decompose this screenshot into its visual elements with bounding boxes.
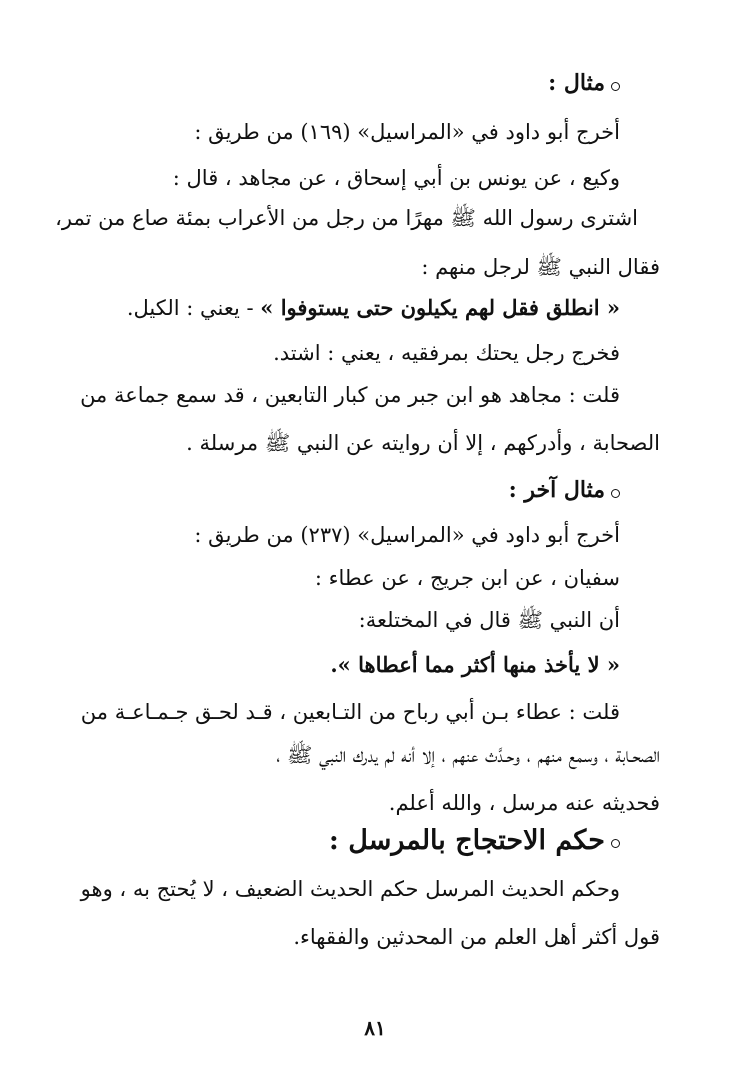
text-line-6: فخرج رجل يحتك بمرفقيه ، يعني : اشتد.: [273, 341, 620, 365]
text-line-5-rest: - يعني : الكيل.: [126, 296, 254, 320]
text-line-16: وحكم الحديث المرسل حكم الحديث الضعيف ، لا يُحتج به ، وهو: [80, 877, 620, 901]
another-example-heading-text: مثال آخر :: [508, 477, 605, 503]
bullet-icon: [611, 839, 620, 848]
ruling-heading: [329, 826, 620, 856]
text-line-13: قلت : عطاء بـن أبي رباح من التـابعين ، قـد لحـق جـمـاعـة من: [80, 700, 620, 724]
text-line-5: [127, 293, 620, 323]
example-heading-text: مثال :: [548, 70, 605, 96]
ruling-heading-text: حكم الاحتجاج بالمرسل :: [328, 825, 605, 856]
text-line-1: أخرج أبو داود في «المراسيل» (١٦٩) من طريق :: [194, 120, 620, 144]
another-example-heading: [509, 475, 620, 505]
text-line-4: فقال النبي ﷺ لرجل منهم :: [421, 255, 660, 279]
text-line-2: وكيع ، عن يونس بن أبي إسحاق ، عن مجاهد ، قال :: [172, 166, 620, 190]
page-number: ٨١: [364, 1016, 386, 1040]
hadith-quote-2: « لا يأخذ منها أكثر مما أعطاها ».: [330, 652, 620, 677]
hadith-quote-1: « انطلق فقل لهم يكيلون حتى يستوفوا »: [260, 295, 620, 320]
bullet-icon: [611, 489, 620, 498]
text-line-7: قلت : مجاهد هو ابن جبر من كبار التابعين ، قد سمع جماعة من: [80, 383, 620, 407]
text-line-10: سفيان ، عن ابن جريج ، عن عطاء :: [314, 566, 620, 590]
text-line-14: الصحـابة ، وسمع منهم ، وحـدَّث عنهم ، إلا أنه لم يدرك النبي ﷺ ،: [276, 743, 660, 767]
text-line-3: اشترى رسول الله ﷺ مهرًا من رجل من الأعراب بمئة صاع من تمر،: [55, 206, 638, 230]
text-line-11: أن النبي ﷺ قال في المختلعة:: [358, 608, 620, 632]
text-line-9: أخرج أبو داود في «المراسيل» (٢٣٧) من طريق :: [194, 523, 620, 547]
text-line-15: فحديثه عنه مرسل ، والله أعلم.: [388, 791, 660, 815]
bullet-icon: [611, 82, 620, 91]
text-line-8: الصحابة ، وأدركهم ، إلا أن روايته عن النبي ﷺ مرسلة .: [186, 431, 660, 455]
text-line-17: قول أكثر أهل العلم من المحدثين والفقهاء.: [293, 925, 660, 949]
example-heading: [548, 68, 620, 98]
